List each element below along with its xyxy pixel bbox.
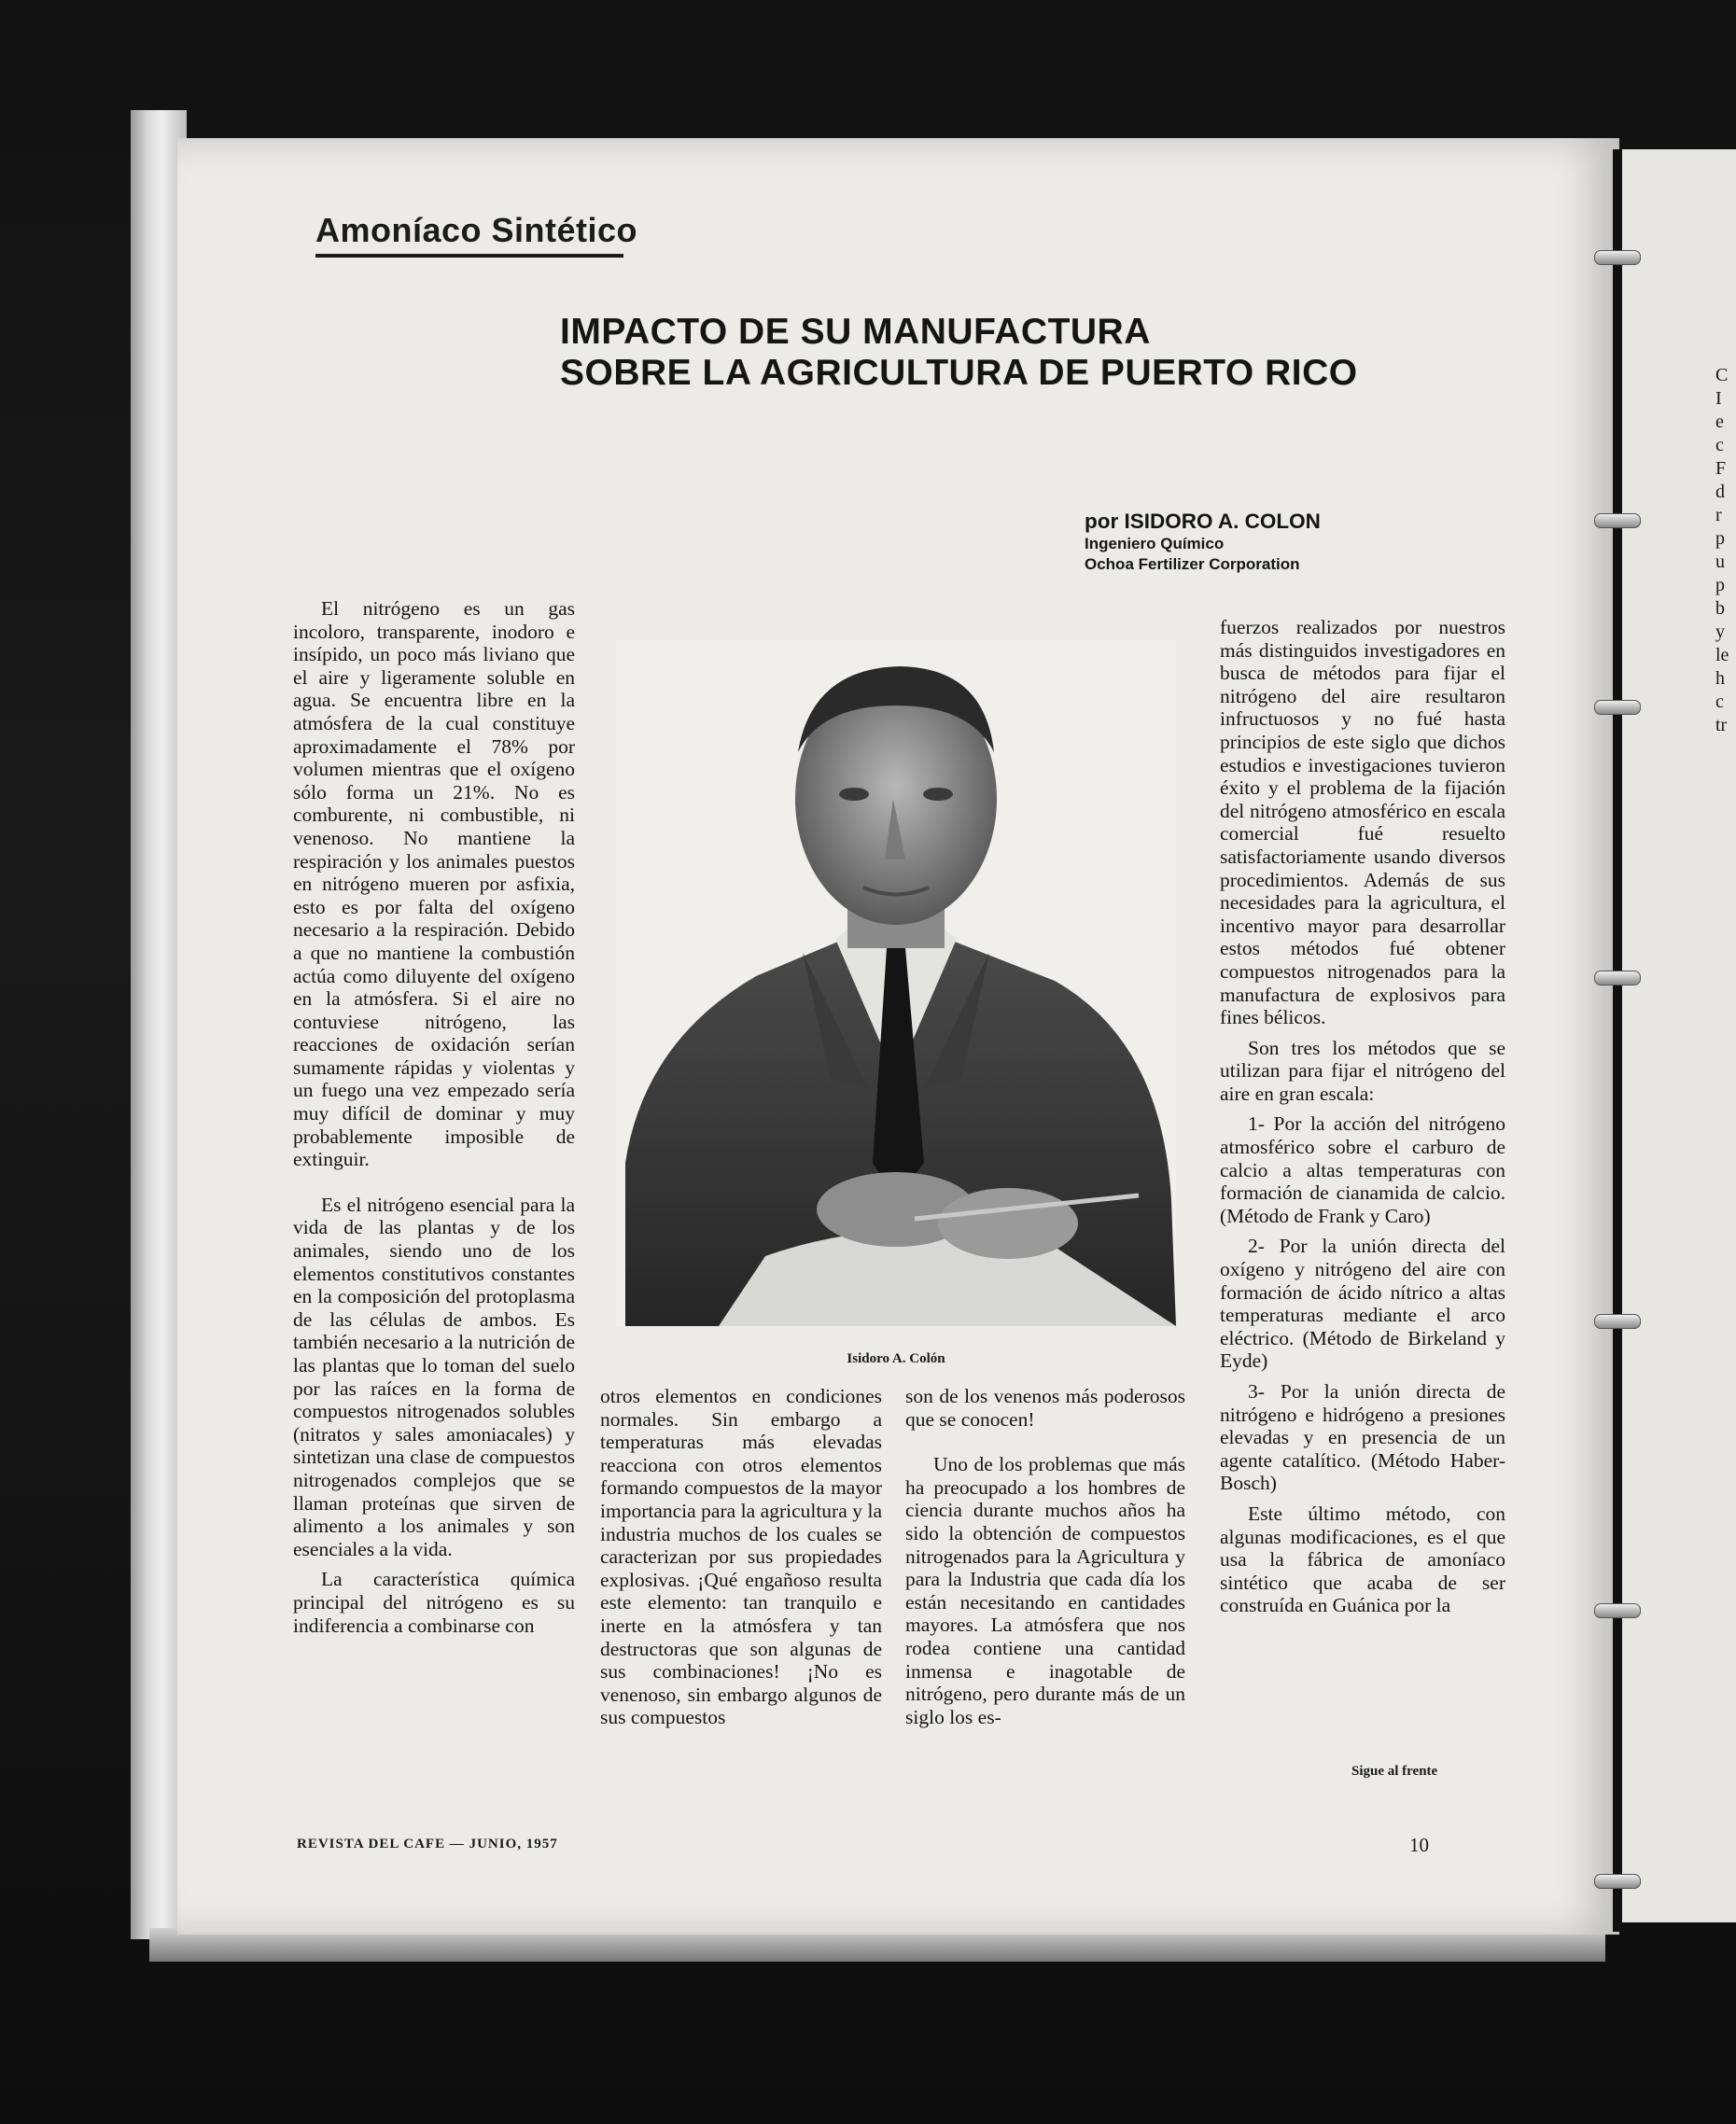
binder-ring-icon (1594, 1603, 1641, 1618)
numbered-method: 1- Por la acción del nitrógeno atmosférico sobre el carburo de calcio a altas temperaturas con formación de cianamida de calcio. (Método de Frank y Caro) (1220, 1112, 1505, 1227)
facing-page-text-fragment: C I e c F d r p u p b y le h c tr (1715, 365, 1729, 735)
paragraph: Uno de los problemas que más ha preocupado a los hombres de ciencia durante muchos años ha sido la obtención de compuestos nitrogenados para la Agricultura y para la Industria que cada día los están necesitando en cantidades mayores. La atmósfera que nos rodea contiene una cantidad inmensa e inagotable de nitrógeno, pero durante más de un siglo los es- (905, 1453, 1185, 1728)
section-title: Amoníaco Sintético (315, 211, 638, 249)
headline-line-1: IMPACTO DE SU MANUFACTURA (560, 312, 1151, 352)
continued-label: Sigue al frente (1351, 1764, 1438, 1779)
author-company: Ochoa Fertilizer Corporation (1085, 555, 1300, 573)
binder-ring-icon (1594, 513, 1641, 528)
paragraph: otros elementos en condiciones normales. Sin embargo a temperaturas más elevadas reacciona con otros elementos formando compuestos de la mayor importancia para la agricultura y la industria muchos de los cuales se caracterizan por sus propiedades explosivas. ¡Qué engañoso resulta este elemento: tan tranquilo e inerte en la atmósfera y tan destructoras que son algunas de sus combinaciones! ¡No es venenoso, sin embargo algunos de sus compuestos (600, 1385, 882, 1729)
article-headline (560, 312, 1358, 394)
numbered-method: 2- Por la unión directa del oxígeno y nitrógeno del aire con formación de ácido nítrico a altas temperaturas mediante el arco eléctrico. (Método de Birkeland y Eyde) (1220, 1235, 1505, 1373)
section-title-underline (315, 254, 623, 258)
paragraph: son de los venenos más poderosos que se conocen! (905, 1385, 1185, 1431)
binder-ring-icon (1594, 700, 1641, 715)
author-title: Ingeniero Químico (1085, 535, 1225, 552)
page-footer: REVISTA DEL CAFE — JUNIO, 1957 (297, 1837, 558, 1852)
paragraph: Es el nitrógeno esencial para la vida de las plantas y de los animales, siendo uno de los elementos constitutivos constantes en la composición del protoplasma de las células de ambos. Es también necesario a la nutrición de las plantas que lo toman del suelo por las raíces en la forma de compuestos nitrogenados solubles (nitratos y sales amoniacales) y sintetizan una clase de compuestos nitrogenados complejos que se llaman proteínas que sirven de alimento a los animales y son esenciales a la vida. (293, 1193, 575, 1560)
paragraph: fuerzos realizados por nuestros más distinguidos investigadores en busca de métodos para fijar el nitrógeno del aire resultaron infructuosos y no fué hasta principios de este siglo que dichos estudios e investigaciones tuvieron éxito y el problema de la fijación del nitrógeno atmosférico en escala comercial fué resuelto satisfactoriamente usando diversos procedimientos. Además de sus necesidades para la agricultura, el incentivo mayor para desarrollar estos métodos fué obtener compuestos nitrogenados para la manufactura de explosivos para fines bélicos. (1220, 616, 1505, 1029)
article-column-4 (1220, 616, 1505, 1617)
book-spine (1613, 149, 1622, 1932)
paragraph: La característica química principal del nitrógeno es su indiferencia a combinarse con (293, 1568, 575, 1637)
binder-ring-icon (1594, 1314, 1641, 1329)
binder-ring-icon (1594, 1874, 1641, 1889)
headline-line-2: SOBRE LA AGRICULTURA DE PUERTO RICO (560, 353, 1358, 393)
author-byline (1085, 510, 1321, 575)
paragraph: Este último método, con algunas modificaciones, es el que usa la fábrica de amoníaco sintético que acaba de ser construída en Guánica por la (1220, 1502, 1505, 1617)
author-portrait-photo (616, 640, 1176, 1326)
page-number: 10 (1409, 1834, 1429, 1856)
article-column-2 (600, 1385, 882, 1729)
paragraph: El nitrógeno es un gas incoloro, transparente, inodoro e insípido, un poco más liviano que el aire y ligeramente soluble en agua. Se encuentra libre en la atmósfera de la cual constituye aproximadamente el 78% por volumen mientras que el oxígeno sólo forma un 21%. No es comburente, ni combustible, ni venenoso. No mantiene la respiración y los animales puestos en nitrógeno mueren por asfixia, esto es por falta del oxígeno necesario a la respiración. Debido a que no mantiene la combustión actúa como diluyente del oxígeno en la atmósfera. Si el aire no contuviese nitrógeno, las reacciones de oxidación serían sumamente rápidas y violentas y un fuego una vez empezado sería muy difícil de dominar y muy probablemente imposible de extinguir. (293, 597, 575, 1171)
photo-caption: Isidoro A. Colón (847, 1351, 945, 1366)
numbered-method: 3- Por la unión directa de nitrógeno e hidrógeno a presiones elevadas y en presencia de un agente catalítico. (Método Haber-Bosch) (1220, 1380, 1505, 1495)
article-column-3 (905, 1385, 1185, 1728)
article-column-1 (293, 597, 575, 1637)
author-name: por ISIDORO A. COLON (1085, 510, 1321, 533)
paragraph: Son tres los métodos que se utilizan para fijar el nitrógeno del aire en gran escala: (1220, 1036, 1505, 1105)
binder-ring-icon (1594, 971, 1641, 985)
binder-ring-icon (1594, 250, 1641, 265)
